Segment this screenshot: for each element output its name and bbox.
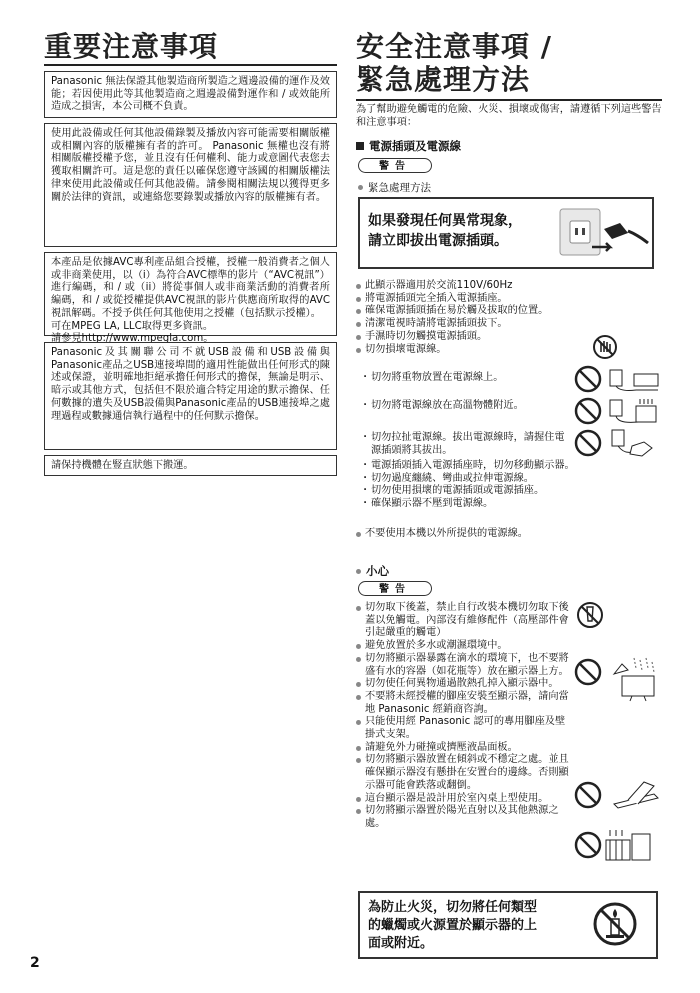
list-item: 切勿使任何異物通過散熱孔掉入顯示器中。 — [356, 678, 574, 691]
no-disassemble-icon — [576, 601, 604, 629]
fire-callout — [358, 891, 658, 959]
list-item: ・ 切勿將重物放置在電源線上。 — [364, 372, 576, 385]
no-candle-icon — [592, 901, 638, 947]
no-heavy-objects-icon — [574, 364, 660, 394]
list-item: 將電源插頭完全插入電源插座。 — [356, 293, 662, 306]
warning-badge-2: 警告 — [358, 581, 432, 596]
list-item: 清潔電視時請將電源插頭拔下。 — [356, 318, 662, 331]
notice-text: 本產品是依據AVC專利產品組合授權，授權一般消費者之個人或非商業使用，以（i）為符合AVC標準的影片（“AVC視訊”）進行編碼，和 / 或（ii）將從事個人或非商業活動的消費者所編碼，和 / 或從授權提供AVC視訊的影片供應商所取得的AVC視訊解碼。不授予供任何其他使用之授權（包括默示授權）。 — [51, 257, 330, 319]
left-title: 重要注意事項 — [44, 30, 219, 63]
unplug-plug-icon — [558, 203, 650, 265]
caution-bullets-a — [356, 602, 574, 831]
no-heat-near-display-icon — [574, 826, 654, 864]
right-title — [356, 30, 552, 96]
list-item: ・ 電源插頭插入電源插座時，切勿移動顯示器。 — [364, 460, 576, 473]
unplug-callout-text: 如果發現任何異常現象， 請立即拔出電源插頭。 — [368, 213, 522, 249]
list-item: ・ 切勿拉扯電源線。拔出電源線時，請握住電源插頭將其拔出。 — [364, 432, 574, 457]
list-item: 此顯示器適用於交流110V/60Hz — [356, 280, 662, 293]
notice-text: 請保持機體在豎直狀態下搬運。 — [51, 460, 194, 471]
right-title-rule — [356, 99, 662, 101]
list-item: ・ 切勿將電源線放在高溫物體附近。 — [364, 400, 576, 413]
no-water-icon — [574, 656, 662, 702]
notice-text: Panasonic及其關聯公司不就USB設備和USB設備與Panasonic產品之USB連接埠間的適用性能做出任何形式的陳述或保證，並明確地拒絕承擔任何形式的擔保，無論是明示、暗示或其他方式，包括但不限於適合特定用途的默示擔保、任何數據的遺失及USB設備與Panasonic產品的USB連接埠之處理過程或數據通信執行過程中的任何默示擔保。 — [51, 347, 330, 422]
list-item: 不要使用本機以外所提供的電源線。 — [356, 528, 662, 541]
list-item: 切勿取下後蓋，禁止自行改裝本機切勿取下後蓋以免觸電。內部沒有維修配件（高壓部件會引起嚴重的觸電） — [356, 602, 574, 640]
list-item: 不要將未經授權的腳座安裝至顯示器，請向當地 Panasonic 經銷商咨詢。 — [356, 691, 574, 716]
list-item: 請避免外力碰撞或擠壓液晶面板。 — [356, 742, 574, 755]
cord-dash-3 — [356, 432, 574, 457]
notice-box-copyright — [44, 123, 337, 247]
list-item: ・ 切勿使用損壞的電源插頭或電源插座。 — [364, 485, 576, 498]
unplug-callout — [358, 197, 654, 269]
left-title-rule — [44, 64, 337, 66]
bullet-dot-icon — [356, 569, 361, 574]
section-power-heading: 電源插頭及電源線 — [356, 138, 461, 154]
list-item: 切勿將顯示器暴露在滴水的環境下，也不要將盛有水的容器（如花瓶等）放在顯示器上方。 — [356, 653, 574, 678]
list-item: 切勿損壞電源線。 — [356, 344, 662, 357]
notice-text: 可在MPEG LA, LLC取得更多資訊。 — [51, 320, 214, 332]
no-wet-hands-icon — [592, 334, 618, 360]
warning-badge: 警告 — [358, 158, 432, 173]
list-item: 確保電源插頭插在易於觸及拔取的位置。 — [356, 305, 662, 318]
mpegla-link[interactable]: 請參見http://www.mpegla.com。 — [51, 333, 214, 345]
no-pull-cord-icon — [574, 428, 660, 460]
cord-dash-1 — [356, 372, 576, 385]
list-item: ・ 切勿過度纏繞、彎曲或拉伸電源線。 — [364, 473, 576, 486]
emergency-subheading: 緊急處理方法 — [358, 180, 431, 195]
right-title-line2: 緊急處理方法 — [356, 63, 531, 96]
no-unstable-surface-icon — [574, 778, 662, 812]
cord-dash-2 — [356, 400, 576, 413]
notice-text: Panasonic 無法保證其他製造商所製造之週邊設備的運作及效能；若因使用此等其他製造商之週邊設備對運作和 / 或效能所造成之損害，本公司概不負責。 — [51, 76, 330, 113]
list-item: 這台顯示器是設計用於室內桌上型使用。 — [356, 793, 574, 806]
notice-box-peripherals — [44, 71, 337, 118]
notice-text: 使用此設備或任何其他設備錄製及播放內容可能需要相關版權或相關內容的版權擁有者的許可。 Panasonic 無權也沒有將相關版權授權予您，並且沒有任何權利、能力或意圖代表您去獲取相關許可。這是您的責任以確保您遵守該國的相關版權法律來使用此設備或任何其他設備。請參閱相關法規以獲得更多關於法律的資訊，或連絡您要錄製或播放內容的版權擁有者。 — [51, 128, 330, 203]
fire-callout-text: 為防止火災，切勿將任何類型 的蠟燭或火源置於顯示器的上 面或附近。 — [368, 900, 538, 951]
square-bullet-icon — [356, 142, 364, 150]
section-caution-heading: 小心 — [356, 563, 389, 579]
notice-box-avc-license — [44, 252, 337, 345]
page-number: 2 — [30, 955, 40, 971]
list-item: 只能使用經 Panasonic 認可的專用腳座及壁掛式支架。 — [356, 716, 574, 741]
list-item: 切勿將顯示器放置在傾斜或不穩定之處。並且確保顯示器沒有懸掛在安置台的邊緣。否則顯示器可能會跌落或翻倒。 — [356, 754, 574, 792]
safety-intro: 為了幫助避免觸電的危險、火災、損壞或傷害，請遵循下列這些警告和注意事項： — [356, 104, 662, 128]
list-item: 手濕時切勿觸摸電源插頭。 — [356, 331, 662, 344]
cord-dash-rest — [356, 460, 576, 511]
list-item: 避免放置於多水或潮濕環境中。 — [356, 640, 574, 653]
list-item: ・ 確保顯示器不壓到電源線。 — [364, 498, 576, 511]
power-last-bullet — [356, 528, 662, 541]
list-item: 切勿將顯示器置於陽光直射以及其他熱源之處。 — [356, 805, 574, 830]
notice-box-usb — [44, 342, 337, 450]
bullet-dot-icon — [358, 185, 363, 190]
right-title-line1: 安全注意事項 / — [356, 30, 552, 63]
notice-box-transport — [44, 455, 337, 476]
no-heat-source-icon — [574, 396, 660, 426]
